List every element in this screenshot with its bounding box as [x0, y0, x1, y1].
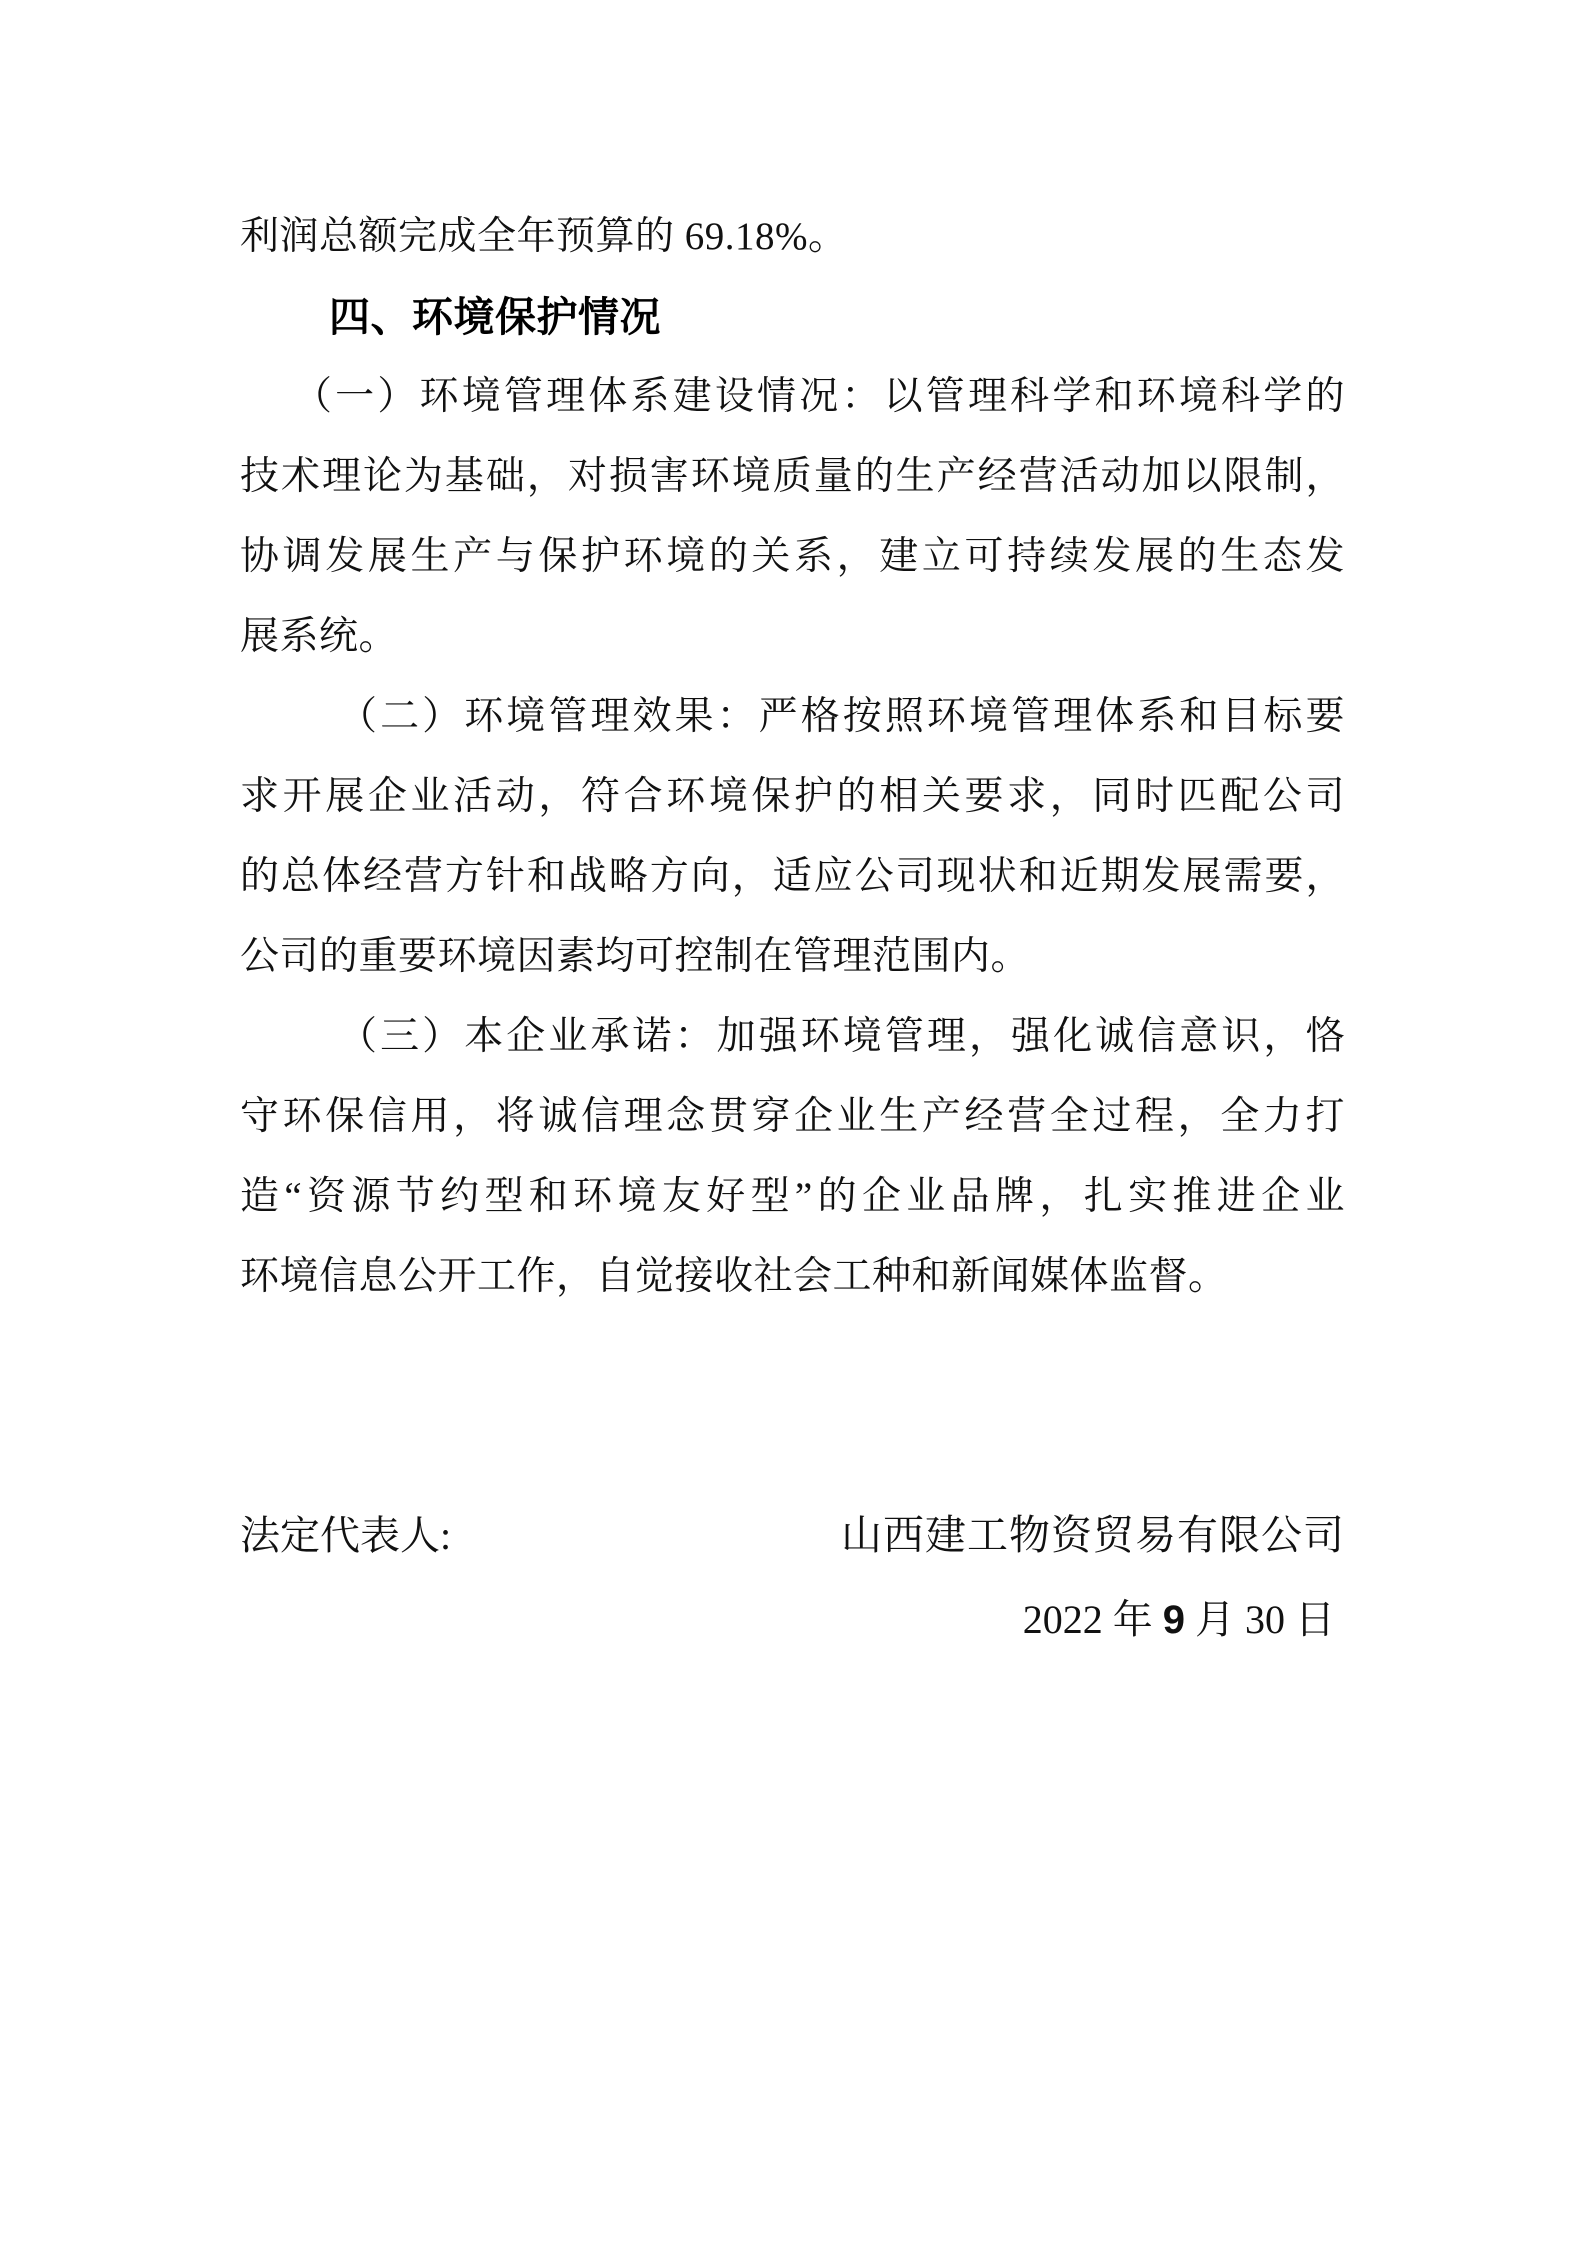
document-date	[240, 1580, 1345, 1660]
signature-block	[240, 1495, 1345, 1660]
paragraph-1-line: 展系统。	[240, 615, 399, 658]
date-year-part: 2022 年	[1022, 1597, 1163, 1642]
paragraph-3-line: 造“资源节约型和环境友好型”的企业品牌，扎实推进企业	[240, 1175, 1345, 1218]
signature-row	[240, 1495, 1345, 1575]
paragraph-2-line: 公司的重要环境因素均可控制在管理范围内。	[240, 935, 1031, 978]
document-body	[240, 197, 1345, 1660]
date-month-digit: 9	[1162, 1598, 1185, 1642]
paragraph-3-line: 环境信息公开工作，自觉接收社会工种和新闻媒体监督。	[240, 1255, 1228, 1298]
paragraph-2-line: （二）环境管理效果：严格按照环境管理体系和目标要	[338, 695, 1345, 738]
paragraph-3-line: （三）本企业承诺：加强环境管理，强化诚信意识，恪	[338, 1015, 1345, 1058]
paragraph-2-line: 求开展企业活动，符合环境保护的相关要求，同时匹配公司	[240, 775, 1345, 818]
paragraph-2-line: 的总体经营方针和战略方向，适应公司现状和近期发展需要，	[240, 855, 1345, 898]
legal-representative-label: 法定代表人:	[240, 1513, 452, 1558]
profit-budget-line: 利润总额完成全年预算的 69.18%。	[240, 215, 848, 258]
paragraph-1-line: 协调发展生产与保护环境的关系，建立可持续发展的生态发	[240, 535, 1345, 578]
paragraph-1-line: 技术理论为基础，对损害环境质量的生产经营活动加以限制，	[240, 455, 1345, 498]
paragraph-3-line: 守环保信用，将诚信理念贯穿企业生产经营全过程，全力打	[240, 1095, 1345, 1138]
body-lines	[240, 197, 1345, 1317]
paragraph-1-line: （一）环境管理体系建设情况：以管理科学和环境科学的	[293, 375, 1345, 418]
date-day-part: 月 30 日	[1185, 1597, 1335, 1642]
section-heading: 四、环境保护情况	[329, 294, 661, 340]
company-name: 山西建工物资贸易有限公司	[841, 1512, 1345, 1558]
